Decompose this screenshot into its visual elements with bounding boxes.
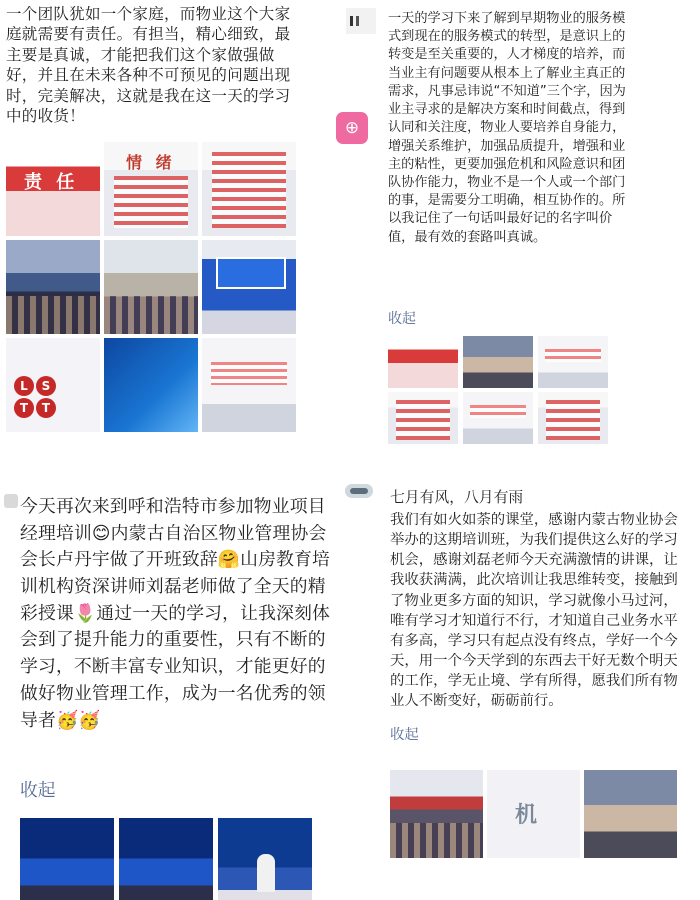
photo-thumbnail[interactable] xyxy=(218,818,312,900)
post-hohhot-training xyxy=(0,480,345,900)
photo-thumbnail[interactable] xyxy=(388,392,458,444)
post-text: 我们有如火如荼的课堂，感谢内蒙古物业协会举办的这期培训班，为我们提供这么好的学习机会，感谢刘磊老师今天充满激情的讲课，让我收获满满，此次培训让我思维转变，接触到了物业更多方面的知识，学习就像小马过河，唯有学习才知道行不行，才知道自己业务水平有多高，学习只有起点没有终点，学好一个今天，用一个今天学到的东西去干好无数个明天的工作，学无止境、学有所得，愿我们所有物业人不断变好，砺砺前行。 xyxy=(390,512,678,710)
photo-thumbnail[interactable] xyxy=(463,392,533,444)
photo-thumbnail[interactable] xyxy=(538,392,608,444)
photo-thumbnail[interactable] xyxy=(20,818,114,900)
thumbnail-caption: 责 任 xyxy=(24,172,79,193)
photo-thumbnail[interactable] xyxy=(6,142,100,236)
post-team-family xyxy=(0,0,318,440)
badge-t-icon: T xyxy=(36,398,56,418)
photo-thumbnail[interactable] xyxy=(487,770,580,858)
avatar[interactable] xyxy=(346,8,376,34)
post-july-wind xyxy=(345,478,700,900)
photo-thumbnail[interactable] xyxy=(202,338,296,432)
avatar[interactable] xyxy=(345,484,373,498)
post-service-model xyxy=(330,0,700,445)
photo-grid xyxy=(388,336,608,444)
photo-thumbnail[interactable] xyxy=(202,142,296,236)
photo-thumbnail[interactable] xyxy=(104,338,198,432)
photo-thumbnail[interactable] xyxy=(463,336,533,388)
photo-thumbnail[interactable] xyxy=(584,770,677,858)
zoom-in-icon[interactable]: ⊕ xyxy=(336,112,368,144)
photo-thumbnail[interactable] xyxy=(104,142,198,236)
badge-s-icon: S xyxy=(36,376,56,396)
photo-thumbnail[interactable] xyxy=(538,336,608,388)
photo-thumbnail[interactable] xyxy=(6,240,100,334)
photo-grid xyxy=(390,770,677,858)
collapse-link[interactable]: 收起 xyxy=(20,780,56,801)
photo-grid xyxy=(20,818,312,900)
thumbnail-caption: 情 绪 xyxy=(126,153,176,172)
badge-t-icon: T xyxy=(14,398,34,418)
post-title: 七月有风，八月有雨 xyxy=(390,489,524,506)
collapse-link[interactable]: 收起 xyxy=(388,311,416,327)
collapse-link[interactable]: 收起 xyxy=(390,727,419,743)
avatar[interactable] xyxy=(4,494,18,508)
photo-thumbnail[interactable] xyxy=(202,240,296,334)
thumbnail-caption: 机 xyxy=(515,803,538,828)
post-text: 今天再次来到呼和浩特市参加物业项目经理培训😊内蒙古自治区物业管理协会会长卢丹宇做了开班致辞🤗山房教育培训机构资深讲师刘磊老师做了全天的精彩授课🌷通过一天的学习，让我深刻体会到了提升能力的重要性，只有不断的学习，不断丰富专业知识，才能更好的做好物业管理工作，成为一名优秀的领导者🥳🥳 xyxy=(20,496,331,731)
photo-grid xyxy=(6,142,296,432)
photo-thumbnail[interactable] xyxy=(390,770,483,858)
photo-thumbnail[interactable] xyxy=(6,338,100,432)
post-text: 一个团队犹如一个家庭，而物业这个大家庭就需要有责任。有担当，精心细致，最主要是真诚，才能把我们这个家做强做好，并且在未来各种不可预见的问题出现时，完美解决，这就是我在这一天的学习中的收货！ xyxy=(6,5,291,126)
post-text: 一天的学习下来了解到早期物业的服务模式到现在的服务模式的转型，是意识上的转变是至关重要的，人才梯度的培养，而当业主有问题要从根本上了解业主真正的需求，凡事忌讳说“不知道”三个字，因为业主寻求的是解决方案和时间截点，得到认同和关注度，物业人要培养自身能力，增强关系维护，加强品质提升，增强和业主的粘性，更要加强危机和风险意识和团队协作能力，物业不是一个人或一个部门的事，是需要分工明确，相互协作的。所以我记住了一句话叫最好记的名字叫价值，最有效的套路叫真诚。 xyxy=(388,11,626,245)
photo-thumbnail[interactable] xyxy=(119,818,213,900)
photo-thumbnail[interactable] xyxy=(104,240,198,334)
photo-thumbnail[interactable] xyxy=(388,336,458,388)
badge-l-icon: L xyxy=(14,376,34,396)
